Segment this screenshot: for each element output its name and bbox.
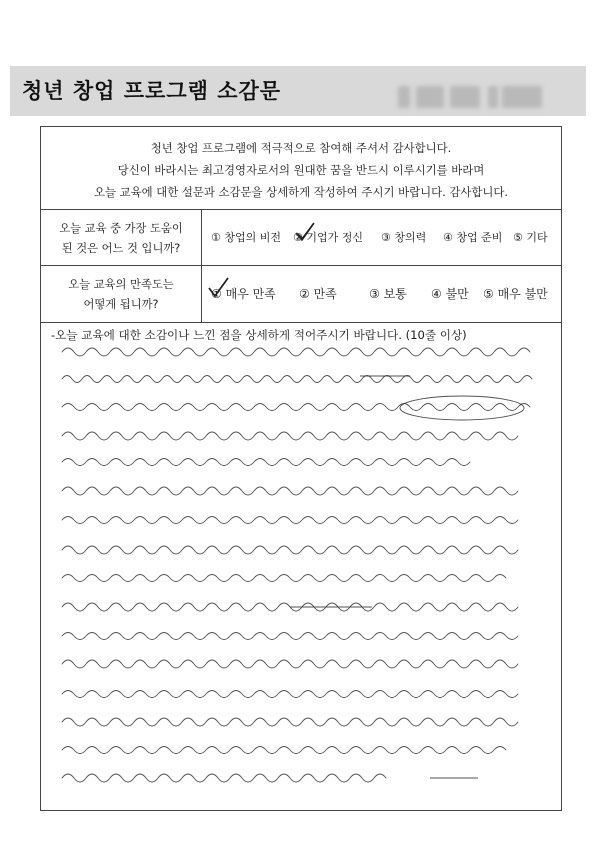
option-preparation[interactable]: ④ 창업 준비 — [443, 231, 503, 244]
option-entrepreneurship[interactable]: ② 기업가 정신 — [293, 231, 363, 244]
option-dissatisfied[interactable]: ④ 불만 — [431, 287, 469, 301]
options-group — [203, 209, 561, 265]
option-vision[interactable]: ① 창업의 비전 — [211, 231, 281, 244]
option-creativity[interactable]: ③ 창의력 — [381, 231, 427, 244]
intro-line-2: 당신이 바라시는 최고경영자로서의 원대한 꿈을 반드시 이루시기를 바라며 — [117, 163, 485, 177]
redacted-name — [398, 86, 548, 108]
intro-line-3: 오늘 교육에 대한 설문과 소감문을 상세하게 작성하여 주시기 바랍니다. 감사합니다. — [94, 185, 508, 199]
option-neutral[interactable]: ③ 보통 — [369, 287, 407, 301]
comment-heading: -오늘 교육에 대한 소감이나 느낀 점을 상세하게 적어주시기 바랍니다. (10줄 이상) — [51, 328, 467, 342]
checkmark-icon — [207, 277, 229, 299]
question-satisfaction — [41, 265, 561, 323]
question-most-helpful — [41, 209, 561, 266]
question-label: 오늘 교육 중 가장 도움이 된 것은 어느 것 입니까? — [41, 209, 202, 265]
survey-form — [40, 126, 562, 811]
checkmark-icon — [294, 221, 316, 243]
option-very-satisfied[interactable]: ① 매우 만족 — [211, 287, 276, 301]
intro-section — [41, 127, 561, 210]
question-label: 오늘 교육의 만족도는 어떻게 됩니까? — [41, 265, 202, 322]
option-very-dissatisfied[interactable]: ⑤ 매우 불만 — [483, 287, 548, 301]
options-group — [203, 265, 561, 322]
option-satisfied[interactable]: ② 만족 — [299, 287, 337, 301]
intro-line-1: 청년 창업 프로그램에 적극적으로 참여해 주셔서 감사합니다. — [150, 141, 452, 155]
option-other[interactable]: ⑤ 기타 — [513, 231, 548, 244]
page-title: 청년 창업 프로그램 소감문 — [22, 79, 282, 103]
